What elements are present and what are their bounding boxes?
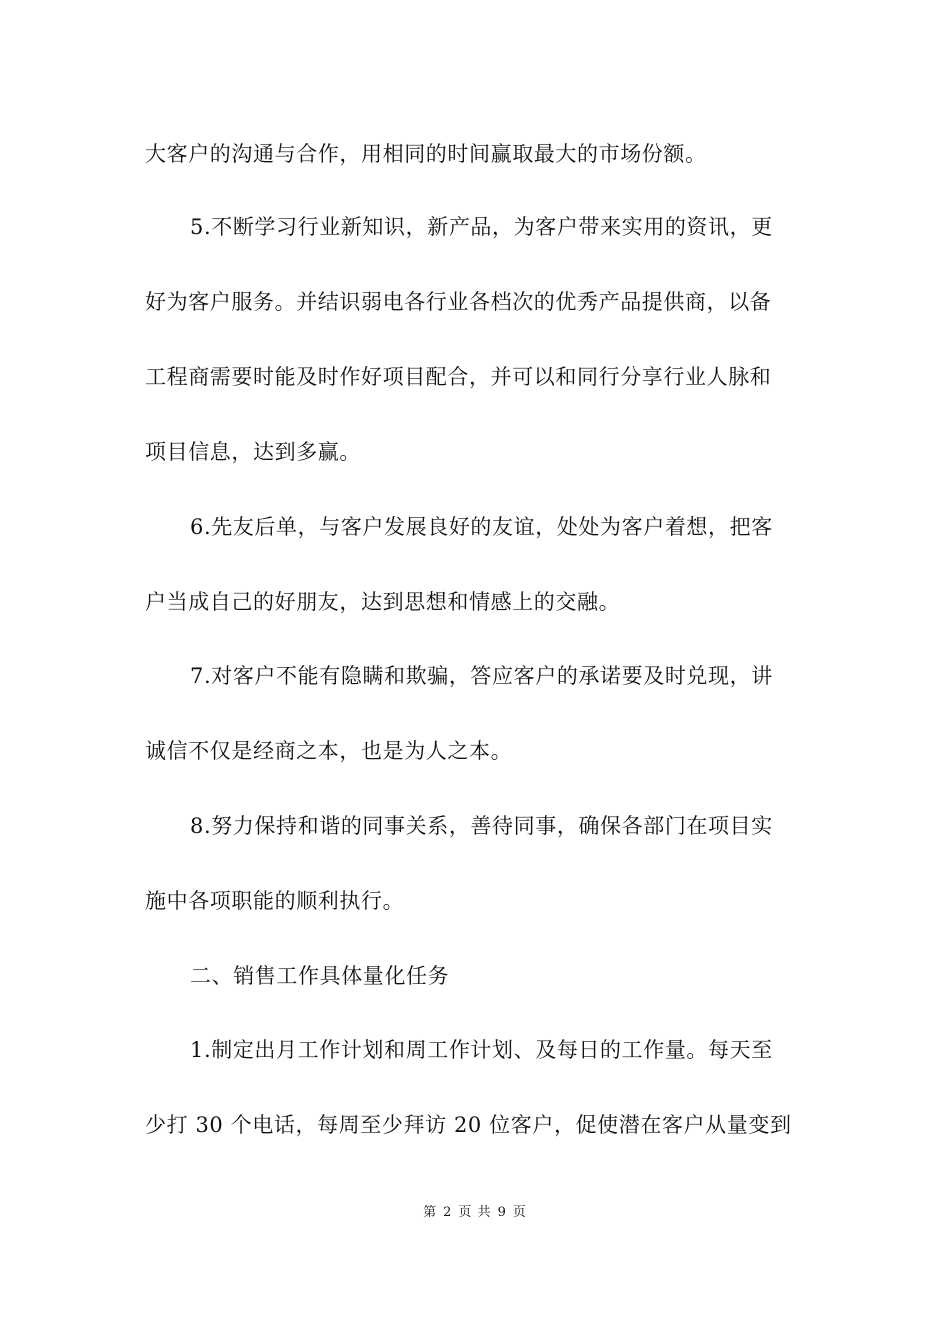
section-heading: 二、销售工作具体量化任务 <box>190 964 450 988</box>
list-item-8: 8.努力保持和谐的同事关系，善待同事，确保各部门在项目实 <box>190 814 773 838</box>
footer-prefix: 第 <box>423 1205 438 1220</box>
list-item-5: 5.不断学习行业新知识，新产品，为客户带来实用的资讯，更 <box>190 215 773 239</box>
page-number-footer <box>0 1204 950 1222</box>
list-item-1: 1.制定出月工作计划和周工作计划、及每日的工作量。每天至 <box>190 1038 773 1062</box>
text-line: 项目信息，达到多赢。 <box>145 440 361 464</box>
text-line: 诚信不仅是经商之本，也是为人之本。 <box>145 739 513 763</box>
list-item-6: 6.先友后单，与客户发展良好的友谊，处处为客户着想，把客 <box>190 515 773 539</box>
text-line: 施中各项职能的顺利执行。 <box>145 889 405 913</box>
footer-suffix: 页 <box>512 1205 527 1220</box>
text-line: 少打 30 个电话，每周至少拜访 20 位客户，促使潜在客户从量变到 <box>145 1113 792 1137</box>
text-line: 工程商需要时能及时作好项目配合，并可以和同行分享行业人脉和 <box>145 365 772 389</box>
text-line: 户当成自己的好朋友，达到思想和情感上的交融。 <box>145 590 621 614</box>
text-line: 好为客户服务。并结识弱电各行业各档次的优秀产品提供商，以备 <box>145 290 772 314</box>
list-item-7: 7.对客户不能有隐瞒和欺骗，答应客户的承诺要及时兑现，讲 <box>190 664 773 688</box>
footer-middle: 页 共 <box>458 1205 492 1220</box>
current-page-number: 2 <box>443 1205 453 1220</box>
text-line: 大客户的沟通与合作，用相同的时间赢取最大的市场份额。 <box>145 142 707 166</box>
total-pages-number: 9 <box>497 1205 507 1220</box>
